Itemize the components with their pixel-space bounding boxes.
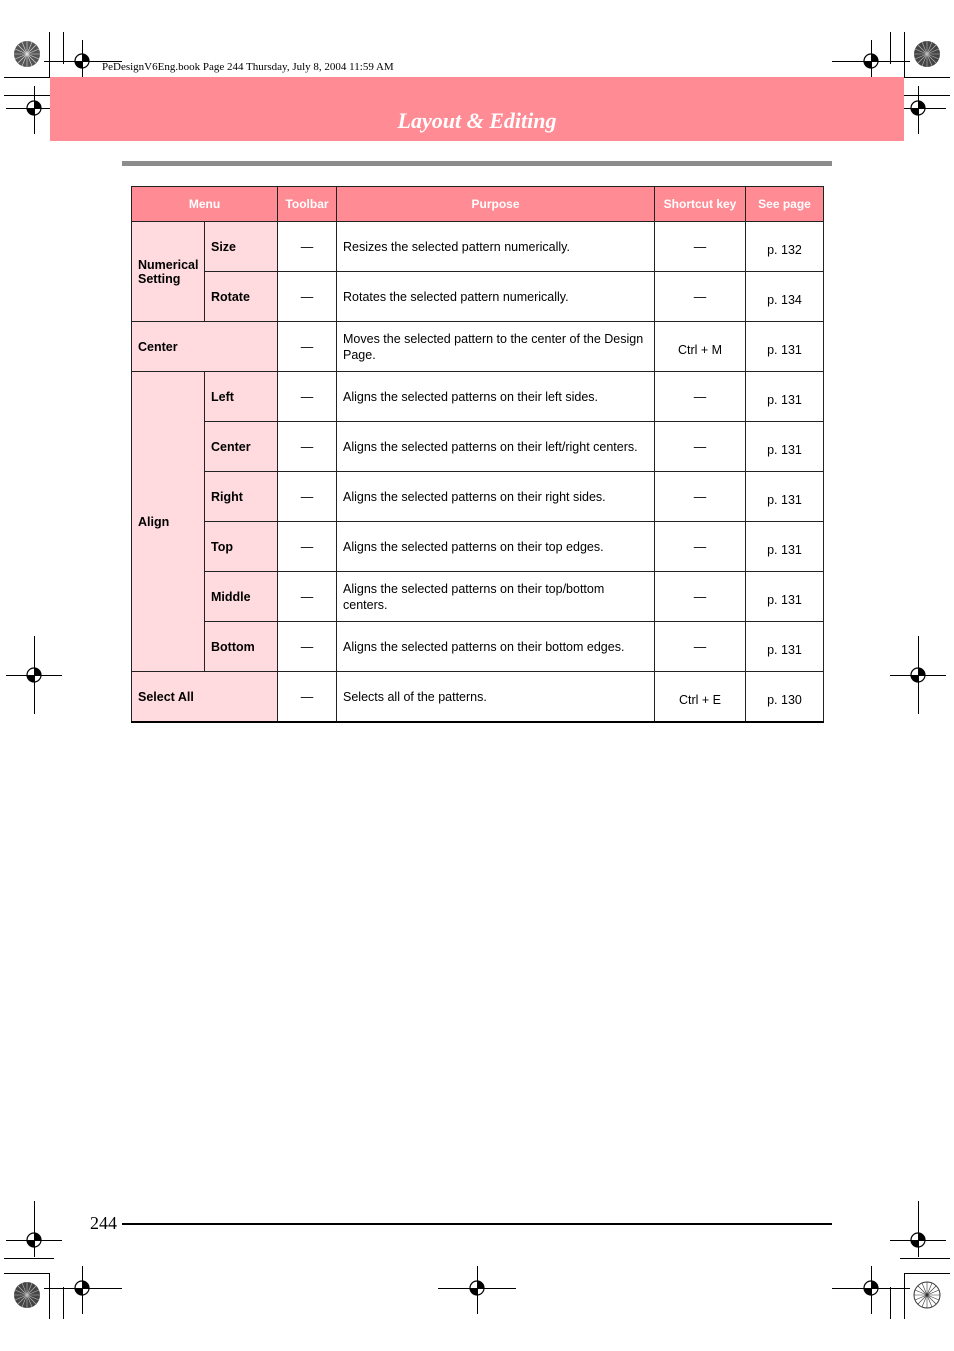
crop-line bbox=[63, 32, 64, 64]
column-header: See page bbox=[746, 187, 824, 222]
color-rosette-icon bbox=[913, 1281, 941, 1309]
column-header: Shortcut key bbox=[655, 187, 746, 222]
submenu-cell: Size bbox=[205, 222, 278, 272]
see-page-cell: p. 131 bbox=[746, 422, 824, 472]
submenu-cell: Rotate bbox=[205, 272, 278, 322]
crop-line bbox=[4, 95, 54, 96]
purpose-cell: Aligns the selected patterns on their left/right centers. bbox=[337, 422, 655, 472]
page-title: Layout & Editing bbox=[397, 108, 557, 133]
crop-line bbox=[4, 77, 50, 78]
purpose-cell: Aligns the selected patterns on their left sides. bbox=[337, 372, 655, 422]
purpose-cell: Rotates the selected pattern numerically. bbox=[337, 272, 655, 322]
registration-mark-icon bbox=[862, 52, 880, 70]
submenu-cell: Middle bbox=[205, 572, 278, 622]
submenu-cell: Center bbox=[205, 422, 278, 472]
see-page-cell: p. 130 bbox=[746, 672, 824, 723]
color-rosette-icon bbox=[13, 1281, 41, 1309]
crop-line bbox=[904, 1273, 905, 1319]
table-row bbox=[132, 472, 824, 522]
registration-mark-icon bbox=[909, 1231, 927, 1249]
toolbar-cell: — bbox=[278, 422, 337, 472]
purpose-cell: Moves the selected pattern to the center of the Design Page. bbox=[337, 322, 655, 372]
registration-mark-icon bbox=[73, 52, 91, 70]
table-row bbox=[132, 672, 824, 723]
table-row bbox=[132, 622, 824, 672]
see-page-cell: p. 131 bbox=[746, 572, 824, 622]
toolbar-cell: — bbox=[278, 222, 337, 272]
footer-rule bbox=[122, 1223, 832, 1225]
toolbar-cell: — bbox=[278, 672, 337, 723]
submenu-cell: Right bbox=[205, 472, 278, 522]
column-header: Menu bbox=[132, 187, 278, 222]
crop-line bbox=[904, 1273, 950, 1274]
table-row bbox=[132, 222, 824, 272]
shortcut-cell: — bbox=[655, 472, 746, 522]
shortcut-cell: — bbox=[655, 422, 746, 472]
crop-line bbox=[4, 1273, 50, 1274]
menu-cell: Center bbox=[132, 322, 278, 372]
registration-mark-icon bbox=[862, 1279, 880, 1297]
table-row bbox=[132, 572, 824, 622]
crop-line bbox=[904, 77, 950, 78]
toolbar-cell: — bbox=[278, 572, 337, 622]
toolbar-cell: — bbox=[278, 372, 337, 422]
purpose-cell: Resizes the selected pattern numerically. bbox=[337, 222, 655, 272]
crop-line bbox=[4, 1258, 54, 1259]
purpose-cell: Aligns the selected patterns on their top edges. bbox=[337, 522, 655, 572]
submenu-cell: Top bbox=[205, 522, 278, 572]
table-row bbox=[132, 522, 824, 572]
table-row bbox=[132, 322, 824, 372]
crop-line bbox=[63, 1287, 64, 1319]
registration-mark-icon bbox=[73, 1279, 91, 1297]
table-row bbox=[132, 422, 824, 472]
book-info: PeDesignV6Eng.book Page 244 Thursday, July 8, 2004 11:59 AM bbox=[102, 61, 394, 73]
shortcut-cell: — bbox=[655, 622, 746, 672]
registration-mark-icon bbox=[468, 1279, 486, 1297]
submenu-cell: Bottom bbox=[205, 622, 278, 672]
header-band bbox=[50, 77, 904, 141]
see-page-cell: p. 131 bbox=[746, 472, 824, 522]
purpose-cell: Aligns the selected patterns on their right sides. bbox=[337, 472, 655, 522]
crop-line bbox=[890, 1287, 891, 1319]
purpose-cell: Aligns the selected patterns on their top/bottom centers. bbox=[337, 572, 655, 622]
shortcut-cell: Ctrl + E bbox=[655, 672, 746, 723]
purpose-cell: Aligns the selected patterns on their bottom edges. bbox=[337, 622, 655, 672]
column-header: Purpose bbox=[337, 187, 655, 222]
crop-line bbox=[49, 1273, 50, 1319]
toolbar-cell: — bbox=[278, 472, 337, 522]
crop-line bbox=[900, 1258, 950, 1259]
color-rosette-icon bbox=[13, 40, 41, 68]
crop-line bbox=[49, 32, 50, 78]
see-page-cell: p. 131 bbox=[746, 522, 824, 572]
shortcut-cell: — bbox=[655, 222, 746, 272]
crop-line bbox=[904, 32, 905, 78]
shortcut-cell: Ctrl + M bbox=[655, 322, 746, 372]
shortcut-cell: — bbox=[655, 272, 746, 322]
toolbar-cell: — bbox=[278, 322, 337, 372]
reference-table bbox=[131, 186, 824, 723]
registration-mark-icon bbox=[909, 666, 927, 684]
column-header: Toolbar bbox=[278, 187, 337, 222]
crop-line bbox=[890, 32, 891, 64]
registration-mark-icon bbox=[25, 99, 43, 117]
table-row bbox=[132, 372, 824, 422]
see-page-cell: p. 131 bbox=[746, 322, 824, 372]
shortcut-cell: — bbox=[655, 522, 746, 572]
shortcut-cell: — bbox=[655, 372, 746, 422]
see-page-cell: p. 131 bbox=[746, 372, 824, 422]
table-header-row bbox=[132, 187, 824, 222]
toolbar-cell: — bbox=[278, 522, 337, 572]
see-page-cell: p. 132 bbox=[746, 222, 824, 272]
color-rosette-icon bbox=[913, 40, 941, 68]
menu-group-cell: Numerical Setting bbox=[132, 222, 205, 322]
crop-line bbox=[900, 95, 950, 96]
shortcut-cell: — bbox=[655, 572, 746, 622]
menu-cell: Select All bbox=[132, 672, 278, 723]
page-number: 244 bbox=[90, 1213, 117, 1233]
toolbar-cell: — bbox=[278, 622, 337, 672]
registration-mark-icon bbox=[25, 1231, 43, 1249]
registration-mark-icon bbox=[909, 99, 927, 117]
purpose-cell: Selects all of the patterns. bbox=[337, 672, 655, 723]
registration-mark-icon bbox=[25, 666, 43, 684]
see-page-cell: p. 134 bbox=[746, 272, 824, 322]
menu-group-cell: Align bbox=[132, 372, 205, 672]
table-row bbox=[132, 272, 824, 322]
submenu-cell: Left bbox=[205, 372, 278, 422]
header-rule bbox=[122, 161, 832, 166]
see-page-cell: p. 131 bbox=[746, 622, 824, 672]
toolbar-cell: — bbox=[278, 272, 337, 322]
